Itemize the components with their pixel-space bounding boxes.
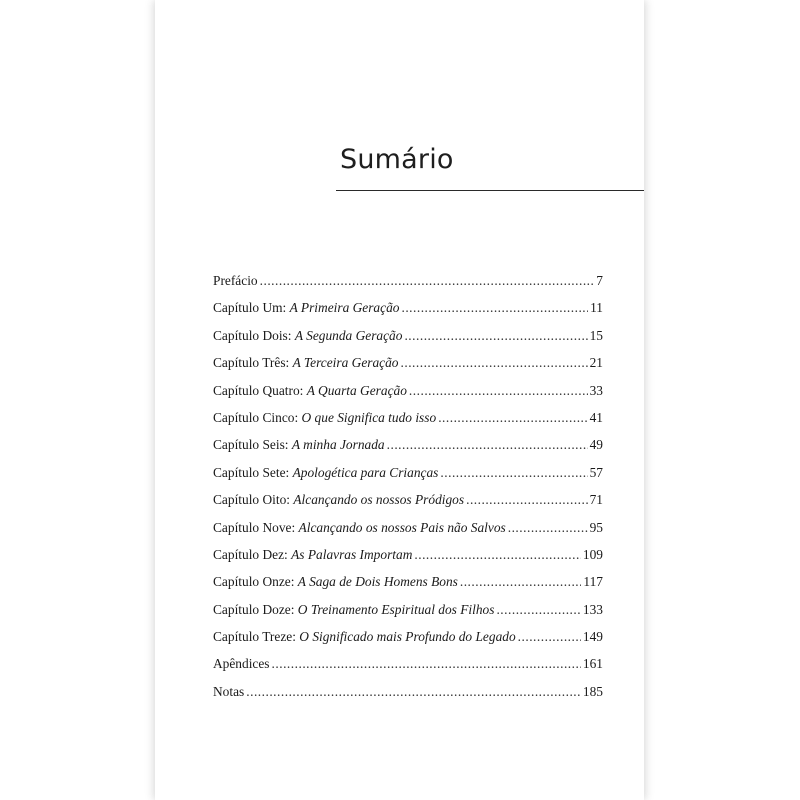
toc-dot-leader (272, 656, 581, 672)
toc-entry-label (213, 520, 506, 536)
toc-entry-label (213, 437, 385, 453)
toc-dot-leader (466, 492, 588, 508)
toc-dot-leader (246, 684, 581, 700)
toc-entry (213, 273, 603, 300)
toc-chapter-name: Capítulo Cinco: (213, 409, 302, 425)
toc-page-number: 95 (589, 519, 603, 535)
toc-entry-label (213, 684, 244, 700)
toc-entry (213, 492, 603, 519)
toc-dot-leader (409, 383, 588, 399)
toc-chapter-name: Capítulo Treze: (213, 629, 300, 645)
toc-entry-label (213, 492, 464, 508)
toc-entry-label (213, 410, 436, 426)
toc-chapter-name: Capítulo Nove: (213, 519, 299, 535)
table-of-contents (213, 273, 603, 711)
toc-dot-leader (404, 328, 587, 344)
toc-chapter-subtitle: O que Significa tudo isso (301, 409, 437, 425)
toc-dot-leader (518, 629, 581, 645)
toc-chapter-subtitle: As Palavras Importam (291, 546, 413, 562)
toc-entry (213, 465, 603, 492)
toc-chapter-subtitle: O Significado mais Profundo do Legado (299, 629, 516, 645)
toc-page-number: 185 (582, 683, 603, 699)
toc-dot-leader (401, 300, 588, 316)
toc-entry (213, 574, 603, 601)
toc-page-number: 41 (589, 409, 603, 425)
toc-entry (213, 383, 603, 410)
toc-entry-label (213, 328, 402, 344)
toc-chapter-subtitle: Alcançando os nossos Pais não Salvos (298, 519, 506, 535)
toc-page-number: 11 (590, 300, 603, 316)
toc-entry (213, 547, 603, 574)
toc-chapter-name: Apêndices (213, 656, 270, 672)
toc-dot-leader (401, 355, 588, 371)
toc-entry-label (213, 629, 516, 645)
toc-chapter-subtitle: A Quarta Geração (306, 382, 407, 398)
toc-chapter-name: Capítulo Dois: (213, 327, 295, 343)
toc-chapter-subtitle: O Treinamento Espiritual dos Filhos (297, 601, 495, 617)
toc-entry-label (213, 465, 438, 481)
toc-entry (213, 328, 603, 355)
book-page (155, 0, 644, 800)
toc-entry-label (213, 574, 458, 590)
toc-chapter-name: Capítulo Quatro: (213, 382, 307, 398)
toc-entry (213, 437, 603, 464)
toc-chapter-subtitle: A Primeira Geração (289, 300, 400, 316)
toc-entry (213, 300, 603, 327)
toc-page-number: 161 (582, 656, 603, 672)
toc-dot-leader (496, 602, 580, 618)
toc-chapter-subtitle: A Saga de Dois Homens Bons (297, 574, 458, 590)
toc-entry (213, 602, 603, 629)
toc-chapter-name: Capítulo Sete: (213, 464, 293, 480)
toc-chapter-name: Capítulo Onze: (213, 574, 298, 590)
toc-dot-leader (440, 465, 587, 481)
toc-chapter-name: Capítulo Três: (213, 355, 293, 371)
toc-entry (213, 355, 603, 382)
toc-dot-leader (414, 547, 581, 563)
toc-page-number: 33 (589, 382, 603, 398)
toc-entry (213, 629, 603, 656)
page-title: Sumário (340, 144, 454, 175)
toc-dot-leader (508, 520, 588, 536)
toc-page-number: 57 (589, 464, 603, 480)
toc-page-number: 49 (589, 437, 603, 453)
toc-page-number: 149 (582, 629, 603, 645)
toc-chapter-name: Capítulo Um: (213, 300, 290, 316)
toc-dot-leader (438, 410, 587, 426)
toc-dot-leader (460, 574, 582, 590)
title-underline (336, 190, 644, 191)
toc-chapter-subtitle: A Segunda Geração (294, 327, 403, 343)
toc-chapter-name: Capítulo Dez: (213, 546, 292, 562)
toc-entry-label (213, 273, 258, 289)
toc-page-number: 21 (589, 355, 603, 371)
toc-entry-label (213, 547, 412, 563)
toc-entry-label (213, 300, 399, 316)
toc-dot-leader (260, 273, 595, 289)
toc-entry (213, 410, 603, 437)
toc-chapter-subtitle: A minha Jornada (291, 437, 385, 453)
toc-chapter-name: Capítulo Seis: (213, 437, 292, 453)
toc-page-number: 117 (583, 574, 603, 590)
toc-chapter-name: Capítulo Doze: (213, 601, 298, 617)
toc-entry-label (213, 355, 399, 371)
toc-entry-label (213, 602, 494, 618)
toc-entry-label (213, 383, 407, 399)
toc-chapter-name: Capítulo Oito: (213, 492, 294, 508)
toc-chapter-subtitle: Apologética para Crianças (292, 464, 439, 480)
toc-entry-label (213, 656, 270, 672)
toc-chapter-subtitle: Alcançando os nossos Pródigos (293, 492, 465, 508)
toc-entry (213, 684, 603, 711)
toc-chapter-subtitle: A Terceira Geração (292, 355, 399, 371)
toc-page-number: 71 (589, 492, 603, 508)
toc-page-number: 7 (596, 273, 603, 288)
toc-page-number: 15 (589, 327, 603, 343)
toc-page-number: 109 (582, 546, 603, 562)
toc-chapter-name: Prefácio (213, 273, 258, 288)
toc-entry (213, 520, 603, 547)
toc-entry (213, 656, 603, 683)
toc-chapter-name: Notas (213, 683, 245, 699)
toc-dot-leader (387, 437, 588, 453)
toc-page-number: 133 (582, 601, 603, 617)
